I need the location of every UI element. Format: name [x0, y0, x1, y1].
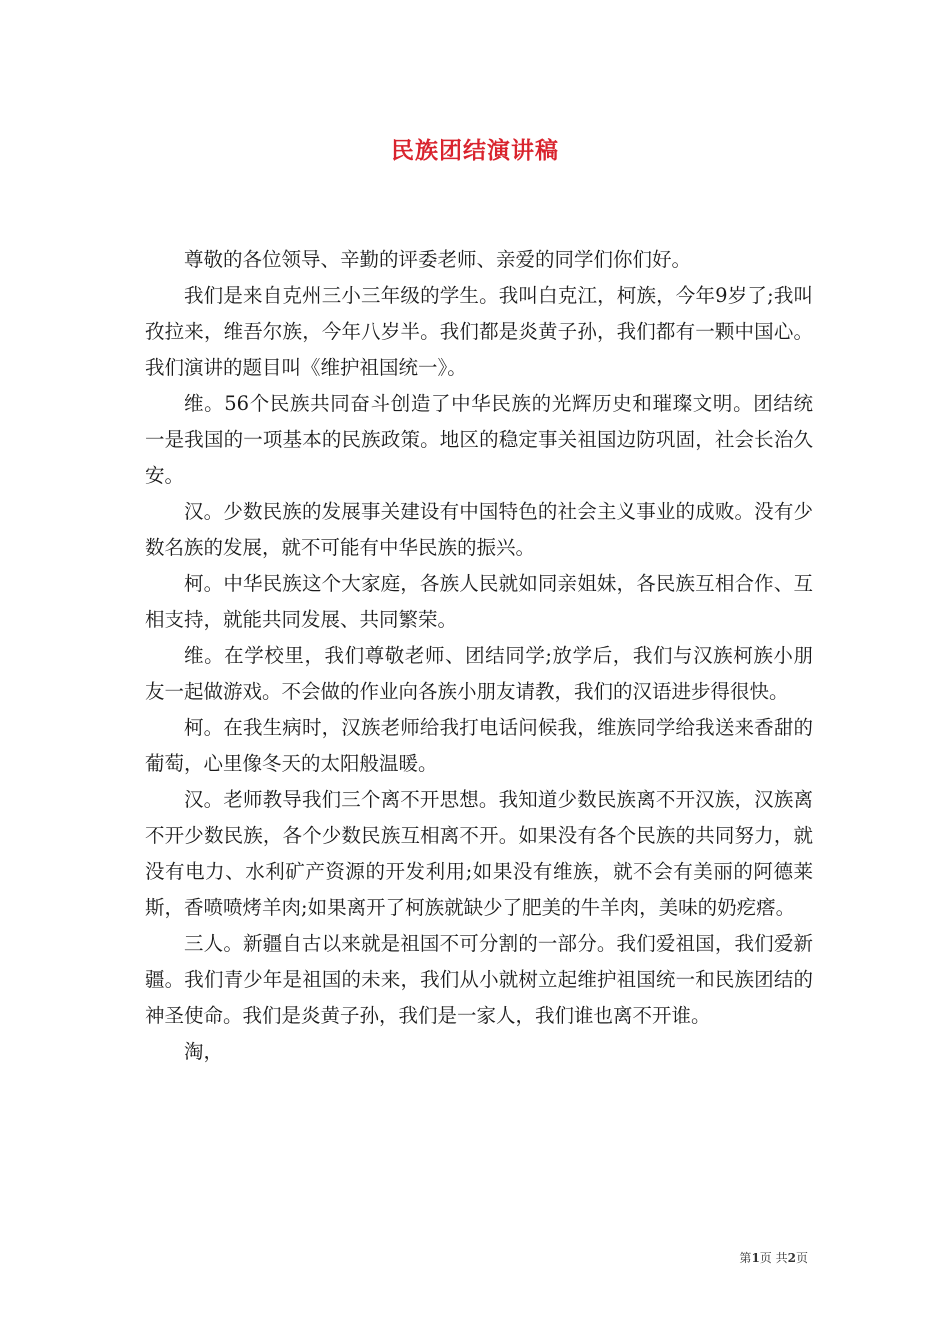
footer-suffix: 页 — [795, 1251, 808, 1265]
paragraph-greeting: 尊敬的各位领导、辛勤的评委老师、亲爱的同学们你们好。 — [184, 248, 692, 271]
paragraph-ke-1: 柯。中华民族这个大家庭，各族人民就如同亲姐妹，各民族互相合作、互相支持，就能共同发展、共同繁荣。 — [145, 572, 813, 631]
paragraph-wei-2: 维。在学校里，我们尊敬老师、团结同学;放学后，我们与汉族柯族小朋友一起做游戏。不会做的作业向各族小朋友请教，我们的汉语进步得很快。 — [145, 644, 813, 703]
page-number-footer — [0, 1249, 808, 1266]
current-page-number: 1 — [751, 1251, 760, 1265]
document-title: 民族团结演讲稿 — [391, 137, 559, 164]
footer-middle: 页 共 — [759, 1251, 788, 1265]
paragraph-three-together: 三人。新疆自古以来就是祖国不可分割的一部分。我们爱祖国，我们爱新疆。我们青少年是祖国的未来，我们从小就树立起维护祖国统一和民族团结的神圣使命。我们是炎黄子孙，我们是一家人，我们谁也离不开谁。 — [145, 932, 813, 1027]
document-body — [145, 242, 813, 1070]
paragraph-han-1: 汉。少数民族的发展事关建设有中国特色的社会主义事业的成败。没有少数名族的发展，就不可能有中华民族的振兴。 — [145, 500, 813, 559]
paragraph-han-2: 汉。老师教导我们三个离不开思想。我知道少数民族离不开汉族，汉族离不开少数民族，各个少数民族互相离不开。如果没有各个民族的共同努力，就没有电力、水利矿产资源的开发利用;如果没有维族，就不会有美丽的阿德莱斯，香喷喷烤羊肉;如果离开了柯族就缺少了肥美的牛羊肉，美味的奶疙瘩。 — [145, 788, 813, 919]
paragraph-introduction: 我们是来自克州三小三年级的学生。我叫白克江，柯族，今年9岁了;我叫孜拉来，维吾尔族，今年八岁半。我们都是炎黄子孙，我们都有一颗中国心。我们演讲的题目叫《维护祖国统一》。 — [145, 284, 813, 379]
paragraph-wei-1: 维。56个民族共同奋斗创造了中华民族的光辉历史和璀璨文明。团结统一是我国的一项基本的民族政策。地区的稳定事关祖国边防巩固，社会长治久安。 — [145, 392, 813, 487]
total-page-number: 2 — [787, 1251, 796, 1265]
paragraph-trailing: 淘， — [184, 1040, 224, 1063]
paragraph-ke-2: 柯。在我生病时，汉族老师给我打电话问候我，维族同学给我送来香甜的葡萄，心里像冬天的太阳般温暖。 — [145, 716, 813, 775]
footer-prefix: 第 — [739, 1251, 752, 1265]
